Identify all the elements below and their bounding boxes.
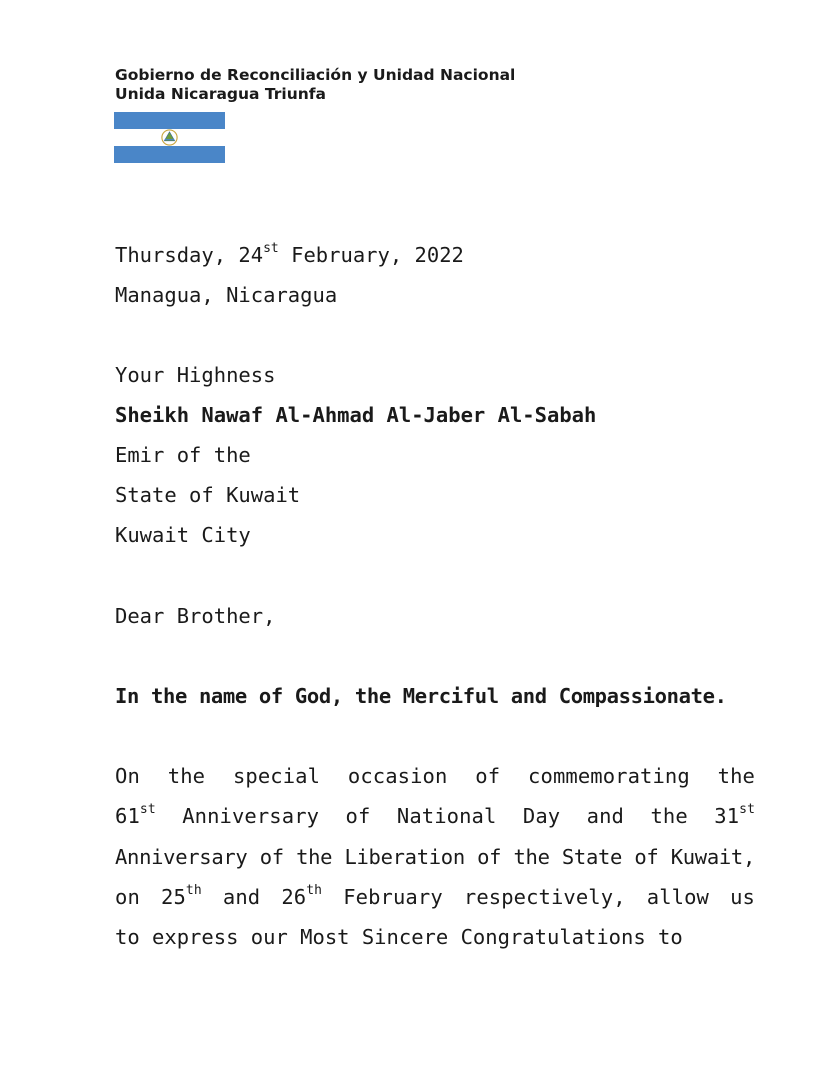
recipient-title-line1: Emir of the bbox=[115, 443, 251, 467]
recipient-city: Kuwait City bbox=[115, 523, 251, 547]
letterhead bbox=[115, 66, 515, 104]
body-line-1: On the special occasion of commemorating the bbox=[115, 764, 755, 788]
greeting: Dear Brother, bbox=[115, 604, 276, 628]
body-line-4: on 25th and 26th February respectively, allow us bbox=[115, 883, 755, 909]
letter-place: Managua, Nicaragua bbox=[115, 283, 338, 307]
coat-of-arms-icon bbox=[160, 128, 179, 147]
letter-date bbox=[115, 243, 464, 267]
date-ordinal-suffix: st bbox=[263, 241, 279, 257]
body-line-5: to express our Most Sincere Congratulations to bbox=[115, 925, 683, 949]
flag-top-band bbox=[114, 112, 225, 129]
recipient-honorific: Your Highness bbox=[115, 363, 276, 387]
recipient-title-line2: State of Kuwait bbox=[115, 483, 301, 507]
date-day: Thursday, 24 bbox=[115, 243, 264, 267]
letterhead-slogan: Unida Nicaragua Triunfa bbox=[115, 85, 327, 103]
body-line-3: Anniversary of the Liberation of the State of Kuwait, bbox=[115, 845, 755, 869]
letterhead-government-name: Gobierno de Reconciliación y Unidad Nacional bbox=[115, 66, 516, 84]
invocation: In the name of God, the Merciful and Compassionate. bbox=[115, 684, 727, 708]
recipient-name: Sheikh Nawaf Al-Ahmad Al-Jaber Al-Sabah bbox=[115, 403, 597, 427]
nicaragua-flag-image bbox=[114, 112, 225, 163]
flag-bottom-band bbox=[114, 146, 225, 163]
date-month-year: February, 2022 bbox=[278, 243, 464, 267]
body-line-2: 61st Anniversary of National Day and the 31st bbox=[115, 802, 755, 828]
